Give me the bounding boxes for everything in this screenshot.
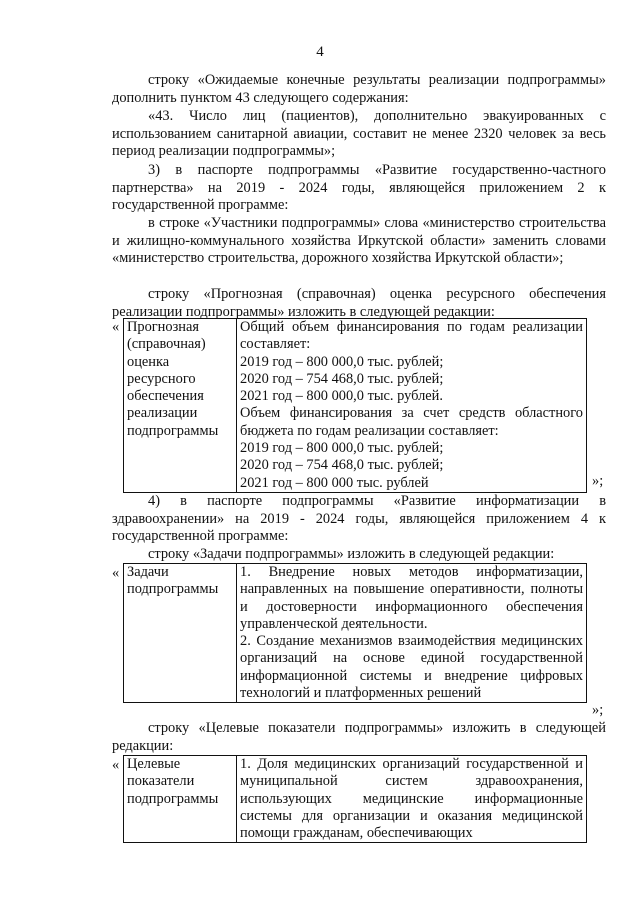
indicators-table [123,755,587,843]
paragraph-8: строку «Целевые показатели подпрограммы» изложить в следующей редакции: [112,720,606,754]
paragraph-6: 4) в паспорте подпрограммы «Развитие информатизации в здравоохранении» на 2019 - 2024 годы, являющейся приложением 4 к государственной программе: [112,493,606,545]
funding-table [123,318,587,493]
paragraph-4: в строке «Участники подпрограммы» слова «министерство строительства и жилищно-коммунального хозяйства Иркутской области» заменить словами «министерство строительства, дорожного хозяйства Иркутской области»; [112,215,606,267]
opening-quote: « [112,757,120,773]
opening-quote: « [112,565,120,581]
paragraph-1: строку «Ожидаемые конечные результаты реализации подпрограммы» дополнить пунктом 43 следующего содержания: [112,72,606,106]
closing-quote: »; [592,702,604,718]
tasks-table [123,563,587,703]
table-right-cell: 1. Внедрение новых методов информатизации, направленных на повышение оперативности, полноты и достоверности информационного обеспечения управленческой деятельности. 2. Создание механизмов взаимодействия медицинских организаций на основе единой государственной информационной системы и внедрение цифровых технологий и платформенных решений [237,564,587,703]
closing-quote: »; [592,473,604,489]
table-left-cell: Задачи подпрограммы [124,564,237,703]
paragraph-7: строку «Задачи подпрограммы» изложить в следующей редакции: [148,546,555,562]
table-right-cell: Общий объем финансирования по годам реализации составляет: 2019 год – 800 000,0 тыс. рублей; 2020 год – 754 468,0 тыс. рублей; 2021 год – 800 000,0 тыс. рублей. Объем финансирования за счет средств областного бюджета по годам реализации составляет: 2019 год – 800 000,0 тыс. рублей; 2020 год – 754 468,0 тыс. рублей; 2021 год – 800 000 тыс. рублей [237,319,587,493]
paragraph-3: 3) в паспорте подпрограммы «Развитие государственно-частного партнерства» на 2019 - 2024 годы, являющейся приложением 2 к государственной программе: [112,162,606,214]
table-left-cell: Целевые показатели подпрограммы [124,756,237,843]
paragraph-2: «43. Число лиц (пациентов), дополнительно эвакуированных с использованием санитарной авиации, составит не менее 2320 человек за весь период реализации подпрограммы»; [112,108,606,160]
opening-quote: « [112,319,120,335]
page-number: 4 [316,44,324,60]
table-right-cell: 1. Доля медицинских организаций государственной и муниципальной систем здравоохранения, использующих медицинские информационные системы для организации и оказания медицинской помощи гражданам, обеспечивающих [237,756,587,843]
paragraph-5: строку «Прогнозная (справочная) оценка ресурсного обеспечения реализации подпрограммы» изложить в следующей редакции: [112,286,606,320]
table-left-cell: Прогнозная (справочная) оценка ресурсного обеспечения реализации подпрограммы [124,319,237,493]
